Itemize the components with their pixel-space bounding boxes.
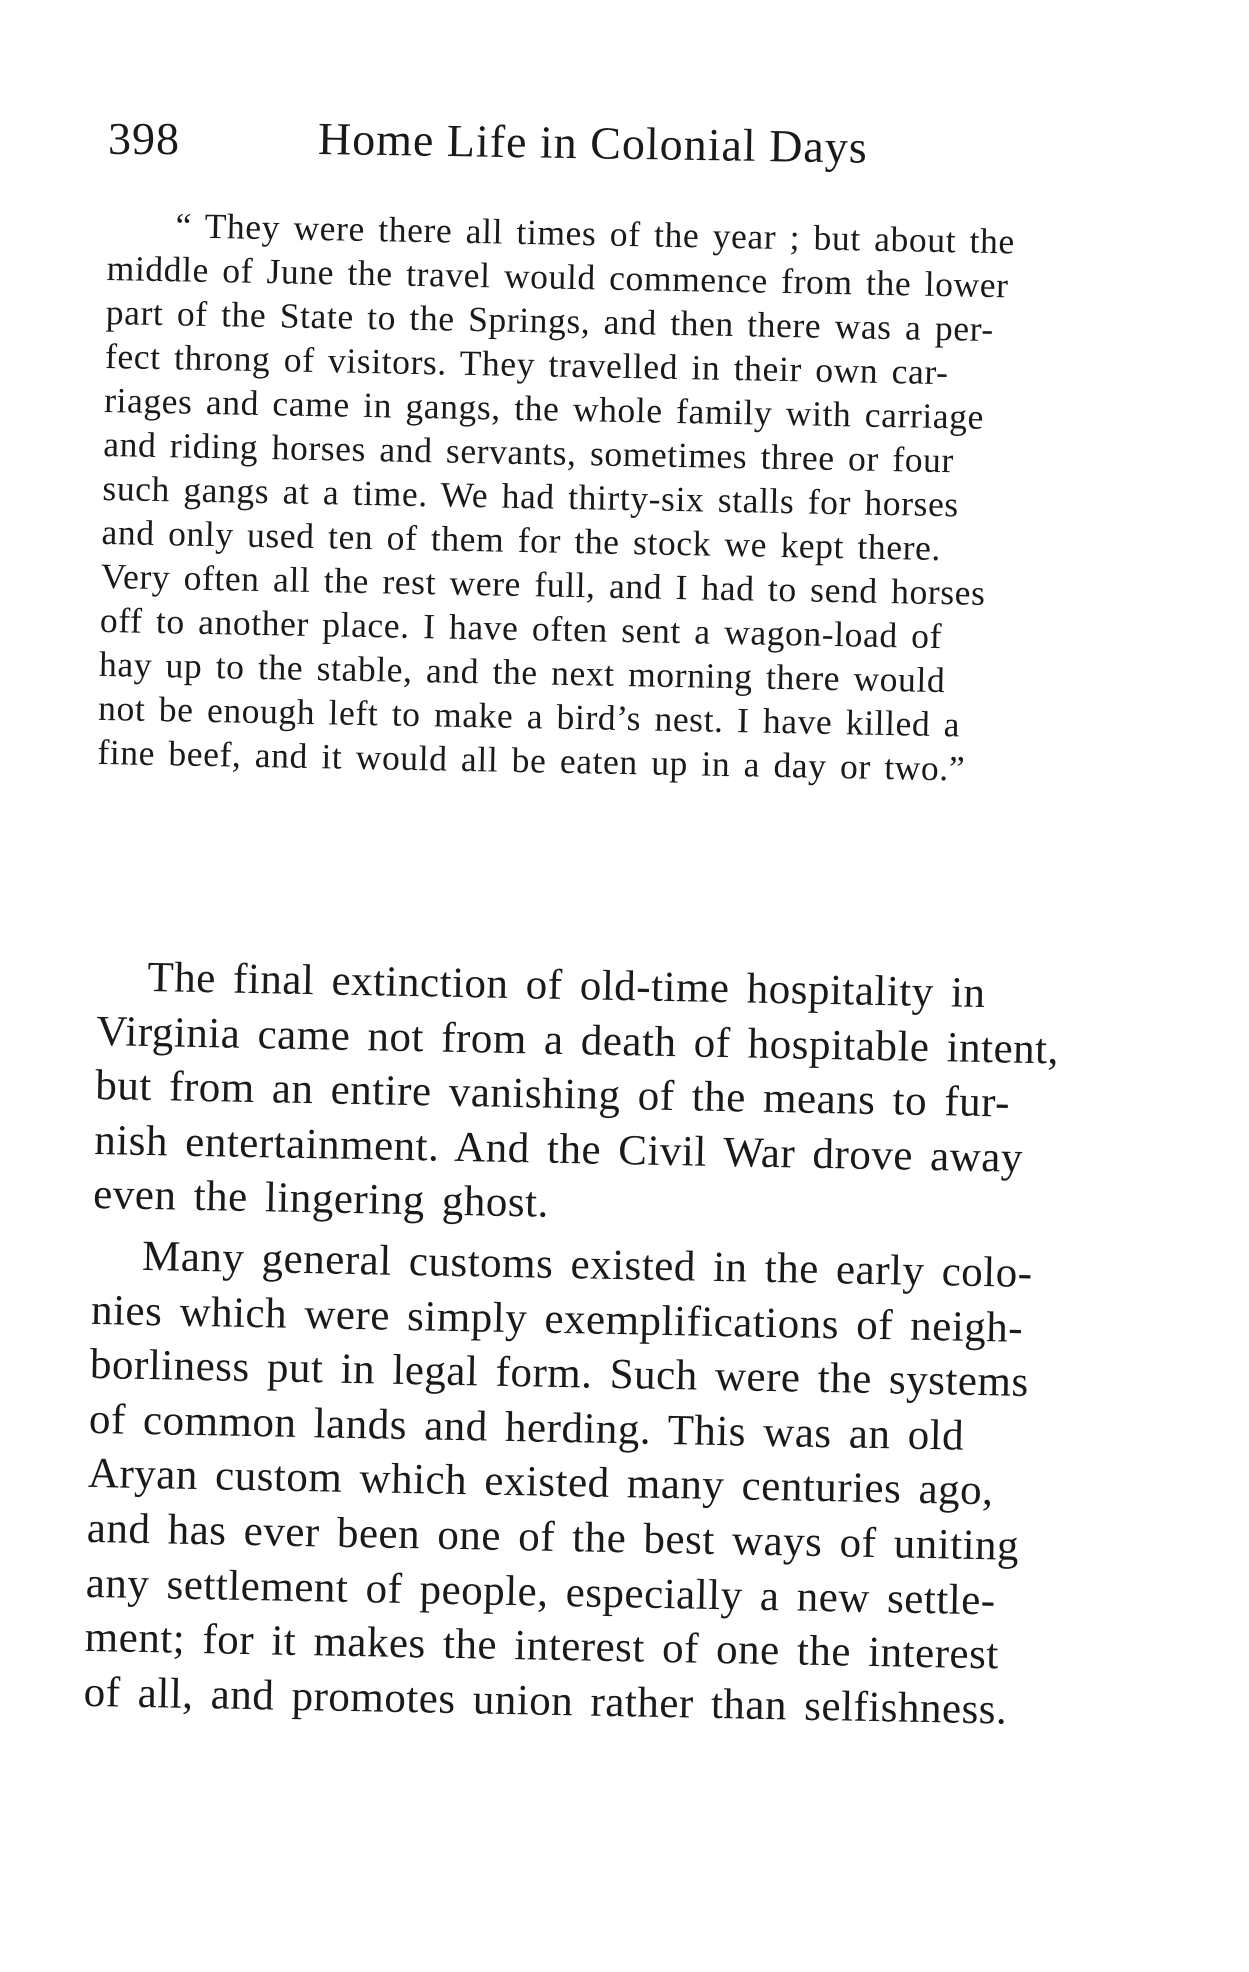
paragraph-line: Many general customs existed in the early colo- (141, 1232, 1034, 1297)
quote-line: and only used ten of them for the stock we kept there. (101, 511, 942, 569)
quote-line: middle of June the travel would commence from the lower (106, 247, 1009, 306)
quote-line: “ They were there all times of the year ; but about the (175, 205, 1016, 262)
quotation-block (97, 202, 1168, 794)
paragraph-line: but from an entire vanishing of the means to fur- (94, 1062, 1011, 1127)
quote-line: such gangs at a time. We had thirty-six stalls for horses (102, 467, 960, 525)
paragraph-line: ment; for it makes the interest of one the interest (84, 1614, 1000, 1679)
quote-line: and riding horses and servants, sometimes three or four (102, 423, 955, 481)
running-title: Home Life in Colonial Days (317, 113, 869, 173)
paragraph-line: of common lands and herding. This was an old (88, 1395, 965, 1460)
body-text (83, 950, 1178, 1741)
paragraph-line: Aryan custom which existed many centuries ago, (87, 1450, 994, 1515)
quote-line: hay up to the stable, and the next morning there would (98, 643, 946, 701)
quote-line: riages and came in gangs, the whole family with carriage (103, 379, 985, 437)
paragraph-line: Virginia came not from a death of hospitable intent, (95, 1007, 1060, 1074)
quote-line: part of the State to the Springs, and then there was a per- (105, 291, 995, 350)
quote-line: Very often all the rest were full, and I had to send horses (100, 555, 986, 613)
paragraph-line: and has ever been one of the best ways of uniting (86, 1504, 1020, 1570)
quote-line: fine beef, and it would all be eaten up in a day or two.” (97, 731, 966, 789)
paragraph-line: nish entertainment. And the Civil War drove away (93, 1116, 1024, 1182)
paragraph-line: even the lingering ghost. (92, 1171, 550, 1228)
paragraph-line: borliness put in legal form. Such were the systems (89, 1341, 1030, 1407)
page-number: 398 (108, 113, 180, 164)
quote-line: not be enough left to make a bird’s nest. I have killed a (97, 687, 961, 745)
paragraph (93, 950, 1178, 1244)
paragraph-line: The final extinction of old-time hospitality in (147, 953, 986, 1018)
paragraph-line: of all, and promotes union rather than selfishness. (83, 1668, 1008, 1734)
paragraph-line: nies which were simply exemplifications of neigh- (90, 1286, 1024, 1352)
page-header (108, 112, 988, 172)
paragraph (83, 1229, 1172, 1741)
paragraph-line: any settlement of people, especially a new settle- (85, 1559, 997, 1624)
quote-line: fect throng of visitors. They travelled in their own car- (104, 335, 949, 393)
quote-line: off to another place. I have often sent a wagon-load of (99, 599, 943, 657)
